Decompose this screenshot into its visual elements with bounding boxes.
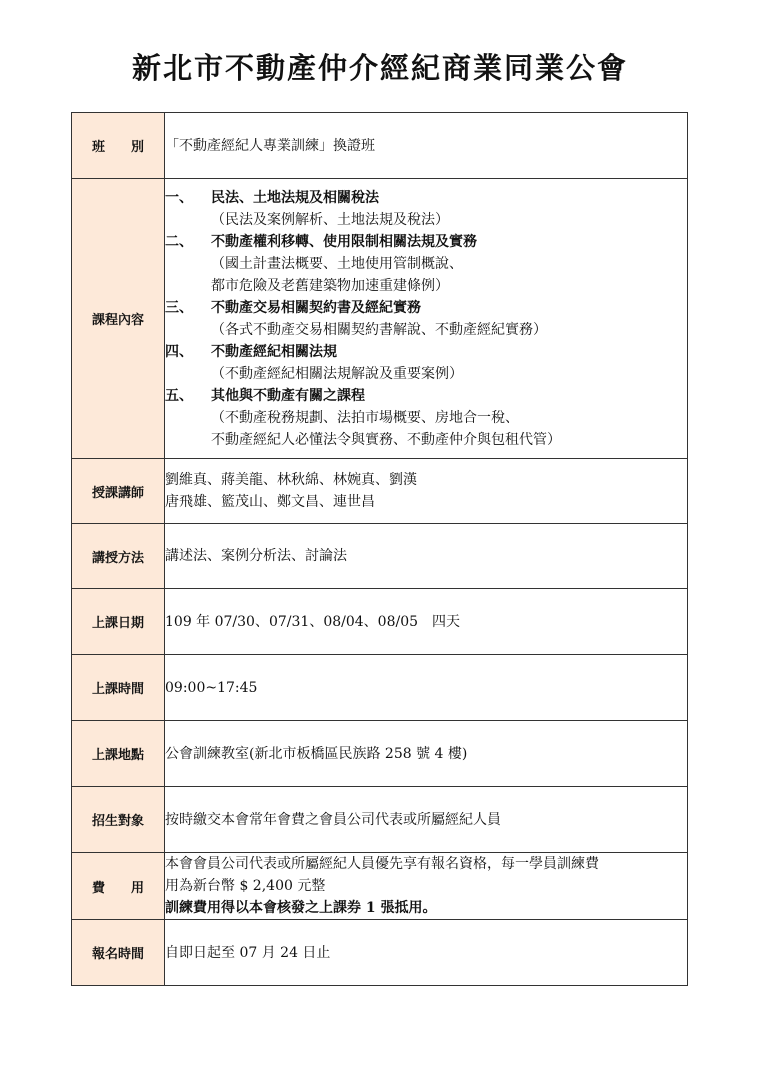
value-date: 109 年 07/30、07/31、08/04、08/05 四天 — [165, 589, 688, 655]
value-target: 按時繳交本會常年會費之會員公司代表或所屬經紀人員 — [165, 787, 688, 853]
row-date — [72, 589, 688, 655]
label-content: 課程內容 — [72, 179, 165, 459]
row-method — [72, 524, 688, 589]
row-signup — [72, 920, 688, 986]
value-content — [165, 179, 688, 459]
label-class: 班 別 — [72, 113, 165, 179]
label-method: 講授方法 — [72, 524, 165, 589]
label-teachers: 授課講師 — [72, 459, 165, 524]
course-item-4-desc: （不動產經紀相關法規解說及重要案例） — [211, 366, 463, 382]
row-class — [72, 113, 688, 179]
row-target — [72, 787, 688, 853]
label-fee: 費 用 — [72, 853, 165, 920]
row-fee — [72, 853, 688, 920]
course-item-4-title: 四、 不動產經紀相關法規 — [165, 344, 337, 360]
value-method: 講述法、案例分析法、討論法 — [165, 524, 688, 589]
course-item-1-desc: （民法及案例解析、土地法規及稅法） — [211, 212, 449, 228]
course-item-5-desc: 不動產經紀人必懂法令與實務、不動產仲介與包租代管） — [211, 432, 561, 448]
row-place — [72, 721, 688, 787]
course-item-2-desc: （國土計畫法概要、土地使用管制概說、 — [211, 256, 463, 272]
course-info-table — [71, 112, 688, 986]
label-place: 上課地點 — [72, 721, 165, 787]
label-target: 招生對象 — [72, 787, 165, 853]
label-time: 上課時間 — [72, 655, 165, 721]
label-signup: 報名時間 — [72, 920, 165, 986]
row-content — [72, 179, 688, 459]
document-title: 新北市不動產仲介經紀商業同業公會 — [131, 51, 628, 85]
row-time — [72, 655, 688, 721]
course-item-3-title: 三、 不動產交易相關契約書及經紀實務 — [165, 300, 421, 316]
value-signup: 自即日起至 07 月 24 日止 — [165, 920, 688, 986]
label-date: 上課日期 — [72, 589, 165, 655]
value-time: 09:00~17:45 — [165, 655, 688, 721]
value-place: 公會訓練教室(新北市板橋區民族路 258 號 4 樓) — [165, 721, 688, 787]
course-item-5-title: 五、 其他與不動產有關之課程 — [165, 388, 365, 404]
course-item-3-desc: （各式不動產交易相關契約書解說、不動產經紀實務） — [211, 322, 547, 338]
course-item-5-desc: （不動產稅務規劃、法拍市場概要、房地合一稅、 — [211, 410, 519, 426]
value-fee: 本會會員公司代表或所屬經紀人員優先享有報名資格，每一學員訓練費 用為新台幣 $ 2,400 元整 訓練費用得以本會核發之上課券 1 張抵用。 — [165, 853, 688, 920]
course-item-1-title: 一、 民法、土地法規及相關稅法 — [165, 190, 379, 206]
course-item-2-title: 二、 不動產權利移轉、使用限制相關法規及實務 — [165, 234, 477, 250]
value-class: 「不動產經紀人專業訓練」換證班 — [165, 113, 688, 179]
value-teachers: 劉維真、蔣美龍、林秋綿、林婉真、劉漢 唐飛雄、籃茂山、鄭文昌、連世昌 — [165, 459, 688, 524]
course-item-2-desc: 都市危險及老舊建築物加速重建條例） — [211, 278, 449, 294]
row-teachers — [72, 459, 688, 524]
